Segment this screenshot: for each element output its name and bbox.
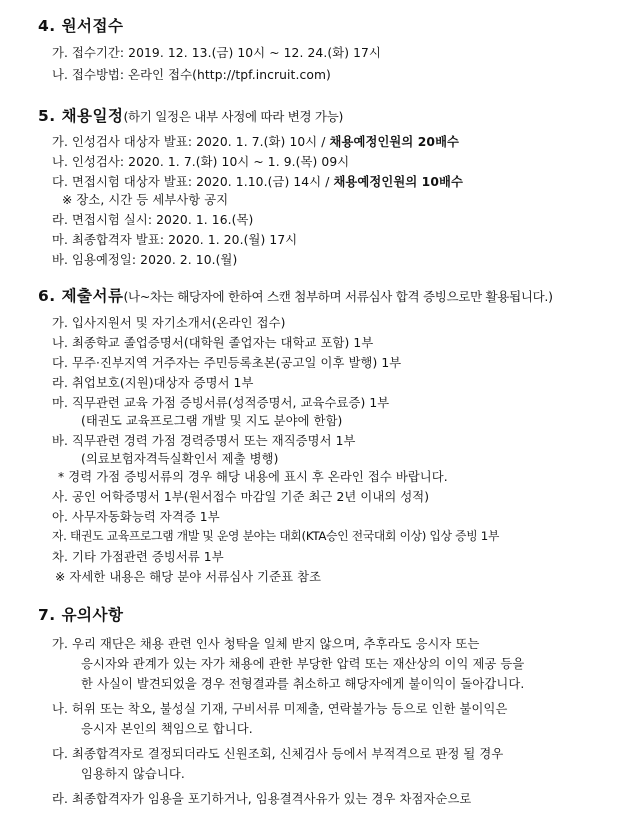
s5-item-c-emphasis: 채용예정인원의 10배수 xyxy=(333,175,463,189)
s6-asterisk-note: * 경력 가점 증빙서류의 경우 해당 내용에 표시 후 온라인 접수 바랍니다. xyxy=(58,470,448,484)
s5-item-b: 나. 인성검사: 2020. 1. 7.(화) 10시 ~ 1. 9.(목) 09시 xyxy=(52,155,350,169)
s7-item-d-line1: 라. 최종합격자가 임용을 포기하거나, 임용결격사유가 있는 경우 차점자순으로 xyxy=(52,792,472,806)
s5-item-a-emphasis: 채용예정인원의 20배수 xyxy=(329,135,460,149)
section-4-title: 4. 원서접수 xyxy=(38,17,124,35)
section-5-title-note: (하기 일정은 내부 사정에 따라 변경 가능) xyxy=(123,109,344,124)
s4-item-b: 나. 접수방법: 온라인 접수(http://tpf.incruit.com) xyxy=(52,68,331,82)
s5-item-c xyxy=(52,172,463,190)
s6-item-h: 아. 사무자동화능력 자격증 1부 xyxy=(52,510,220,524)
section-6-title-main: 6. 제출서류 xyxy=(38,287,124,305)
s7-item-c-line1: 다. 최종합격자로 결정되더라도 신원조회, 신체검사 등에서 부적격으로 판정 될 경우 xyxy=(52,747,504,761)
s5-item-a xyxy=(52,132,459,150)
section-6-title xyxy=(38,284,553,306)
s7-item-a-line2: 응시자와 관계가 있는 자가 채용에 관한 부당한 압력 또는 재산상의 이익 제공 등을 xyxy=(81,657,525,671)
s6-item-f: 바. 직무관련 경력 가점 경력증명서 또는 재직증명서 1부 xyxy=(52,434,356,448)
s7-item-b-line1: 나. 허위 또는 착오, 불성실 기재, 구비서류 미제출, 연락불가능 등으로 인한 불이익은 xyxy=(52,702,508,716)
section-5-title-main: 5. 채용일정 xyxy=(38,107,124,125)
s6-item-j: 차. 기타 가점관련 증빙서류 1부 xyxy=(52,550,224,564)
section-6-title-note: (나~차는 해당자에 한하여 스캔 첨부하며 서류심사 합격 증빙으로만 활용됩니다.) xyxy=(123,289,553,304)
s6-item-c: 다. 무주·진부지역 거주자는 주민등록초본(공고일 이후 발행) 1부 xyxy=(52,356,402,370)
s5-item-a-text: 가. 인성검사 대상자 발표: 2020. 1. 7.(화) 10시 / xyxy=(52,135,330,149)
s6-item-g: 사. 공인 어학증명서 1부(원서접수 마감일 기준 최근 2년 이내의 성적) xyxy=(52,490,430,504)
s7-item-a-line1: 가. 우리 재단은 채용 관련 인사 청탁을 일체 받지 않으며, 추후라도 응시자 또는 xyxy=(52,637,480,651)
s6-item-d: 라. 취업보호(지원)대상자 증명서 1부 xyxy=(52,376,254,390)
section-5-title xyxy=(38,104,343,126)
s5-item-c-text: 다. 면접시험 대상자 발표: 2020. 1.10.(금) 14시 / xyxy=(52,175,334,189)
section-7-title: 7. 유의사항 xyxy=(38,606,124,624)
s5-note: ※ 장소, 시간 등 세부사항 공지 xyxy=(62,193,229,207)
s7-item-a-line3: 한 사실이 발견되었을 경우 전형결과를 취소하고 해당자에게 불이익이 돌아갑니다. xyxy=(81,677,525,691)
s6-item-i: 자. 태권도 교육프로그램 개발 및 운영 분야는 대회(KTA승인 전국대회 이상) 입상 증빙 1부 xyxy=(52,529,500,543)
s5-item-d: 라. 면접시험 실시: 2020. 1. 16.(목) xyxy=(52,213,254,227)
s6-item-e-note: (태권도 교육프로그램 개발 및 지도 분야에 한함) xyxy=(81,414,343,428)
s6-item-f-note: (의료보험자격득실확인서 제출 병행) xyxy=(81,452,279,466)
s6-item-a: 가. 입사지원서 및 자기소개서(온라인 접수) xyxy=(52,316,286,330)
s7-item-b-line2: 응시자 본인의 책임으로 합니다. xyxy=(81,722,253,736)
s4-item-a: 가. 접수기간: 2019. 12. 13.(금) 10시 ~ 12. 24.(화) 17시 xyxy=(52,46,381,60)
s5-item-f: 바. 임용예정일: 2020. 2. 10.(월) xyxy=(52,253,238,267)
s5-item-e: 마. 최종합격자 발표: 2020. 1. 20.(월) 17시 xyxy=(52,233,298,247)
s6-item-b: 나. 최종학교 졸업증명서(대학원 졸업자는 대학교 포함) 1부 xyxy=(52,336,374,350)
s7-item-c-line2: 임용하지 않습니다. xyxy=(81,767,185,781)
s6-item-e: 마. 직무관련 교육 가점 증빙서류(성적증명서, 교육수료증) 1부 xyxy=(52,396,390,410)
s6-reference-note: ※ 자세한 내용은 해당 분야 서류심사 기준표 참조 xyxy=(55,570,322,584)
